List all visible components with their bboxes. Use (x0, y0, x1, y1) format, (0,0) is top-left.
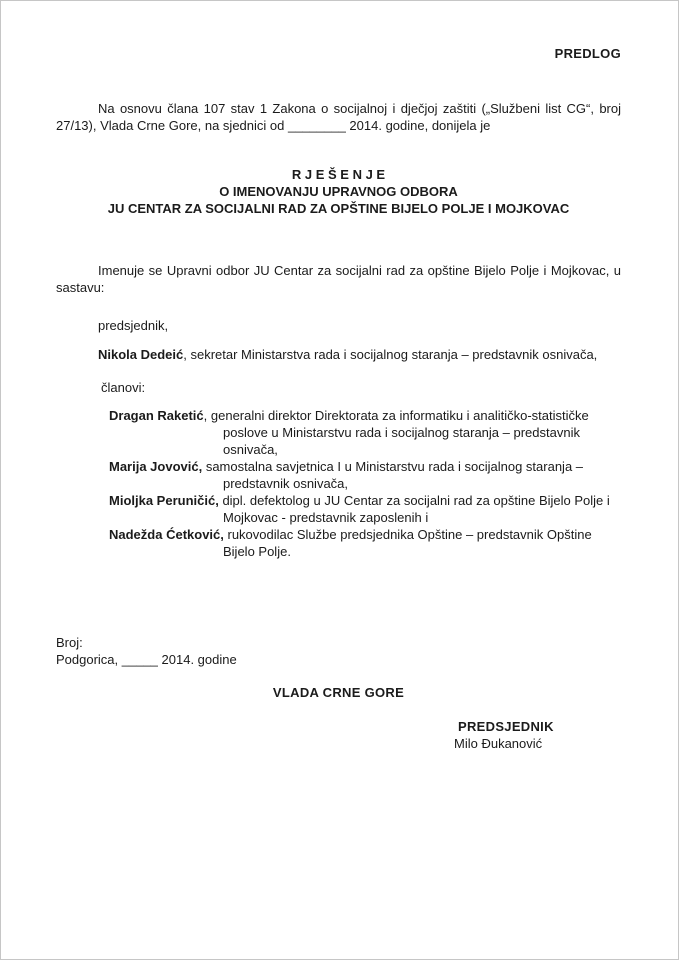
chair-role-label: predsjednik, (98, 318, 169, 333)
member-description: dipl. defektolog u JU Centar za socijalni rad za opštine Bijelo Polje i Mojkovac - predstavnik zaposlenih i (218, 493, 610, 525)
members-label: članovi: (101, 380, 146, 395)
title-block (56, 166, 621, 217)
member-item (56, 492, 621, 526)
signature-block (454, 718, 621, 752)
member-name: Nadežda Ćetković, (109, 527, 224, 542)
member-name: Mioljka Peruničić, (109, 493, 219, 508)
government-title: VLADA CRNE GORE (272, 685, 405, 700)
member-description: samostalna savjetnica I u Ministarstvu rada i socijalnog staranja – predstavnik osnivača, (202, 459, 584, 491)
member-name: Dragan Raketić (109, 408, 204, 423)
list-dash (96, 526, 109, 543)
chair-name: Nikola Dedeić (98, 347, 184, 362)
title-subject: O IMENOVANJU UPRAVNOG ODBORA (219, 184, 458, 199)
member-name: Marija Jovović, (109, 459, 203, 474)
members-list (56, 407, 621, 560)
signer-title: PREDSJEDNIK (458, 719, 554, 734)
list-dash (96, 407, 109, 424)
member-description: rukovodilac Službe predsjednika Opštine – predstavnik Opštine Bijelo Polje. (223, 527, 592, 559)
chair-description: , sekretar Ministarstva rada i socijalnog staranja – predstavnik osnivača, (183, 347, 598, 362)
list-dash (96, 458, 109, 475)
list-dash (96, 492, 109, 509)
document-label-predlog: PREDLOG (554, 46, 621, 61)
member-description: , generalni direktor Direktorata za informatiku i analitičko-statističke poslove u Ministarstvu rada i socijalnog staranja – predstavnik osnivača, (203, 408, 589, 457)
member-item (56, 407, 621, 458)
title-institution: JU CENTAR ZA SOCIJALNI RAD ZA OPŠTINE BIJELO POLJE I MOJKOVAC (107, 201, 570, 216)
intro-paragraph: Na osnovu člana 107 stav 1 Zakona o socijalnoj i dječjoj zaštiti („Službeni list CG“, broj 27/13), Vlada Crne Gore, na sjednici od ________ 2014. godine, donijela je (56, 101, 621, 133)
member-item (56, 526, 621, 560)
number-label: Broj: (56, 635, 83, 650)
number-block (56, 634, 621, 668)
chair-entry (56, 346, 621, 363)
title-rjesenje: R J E Š E N J E (291, 167, 386, 182)
member-item (56, 458, 621, 492)
appointment-paragraph: Imenuje se Upravni odbor JU Centar za socijalni rad za opštine Bijelo Polje i Mojkovac, u sastavu: (56, 263, 621, 295)
signer-name: Milo Đukanović (454, 736, 543, 751)
place-date-line: Podgorica, _____ 2014. godine (56, 652, 237, 667)
